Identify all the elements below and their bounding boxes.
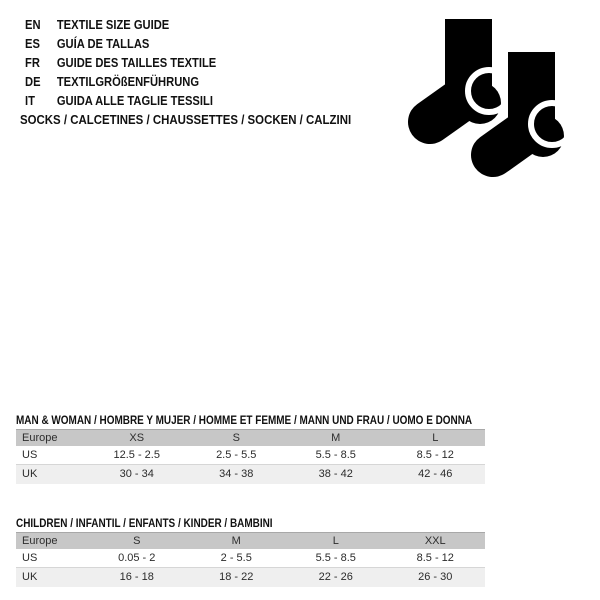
language-row-en <box>25 15 247 34</box>
column-header: S <box>232 432 240 444</box>
table-title: MAN & WOMAN / HOMBRE Y MUJER / HOMME ET FEMME / MANN UND FRAU / UOMO E DONNA <box>16 413 473 427</box>
table-row <box>16 549 485 568</box>
size-value: 2.5 - 5.5 <box>216 449 257 461</box>
size-value: 16 - 18 <box>119 571 154 583</box>
column-header: Europe <box>22 535 58 547</box>
column-header: M <box>331 432 341 444</box>
language-label: TEXTILE SIZE GUIDE <box>56 17 170 32</box>
table-header-row <box>16 532 485 549</box>
socks-icon <box>398 8 570 188</box>
language-row-fr <box>25 53 247 72</box>
size-value: 34 - 38 <box>219 468 254 480</box>
size-value: 18 - 22 <box>219 571 254 583</box>
size-value: 26 - 30 <box>418 571 453 583</box>
size-value: 5.5 - 8.5 <box>315 552 356 564</box>
size-value: 2 - 5.5 <box>220 552 252 564</box>
row-label: UK <box>22 571 38 583</box>
column-header: S <box>133 535 141 547</box>
table-row <box>16 446 485 465</box>
language-label: GUÍA DE TALLAS <box>56 36 150 51</box>
size-value: 38 - 42 <box>318 468 353 480</box>
column-header: L <box>332 535 339 547</box>
size-table-children <box>16 516 485 587</box>
size-value: 0.05 - 2 <box>118 552 156 564</box>
row-label: US <box>22 552 38 564</box>
size-table-man-woman <box>16 413 485 484</box>
size-value: 42 - 46 <box>418 468 453 480</box>
language-label: GUIDA ALLE TAGLIE TESSILI <box>56 93 213 108</box>
table-row <box>16 568 485 587</box>
column-header: L <box>432 432 439 444</box>
language-code: IT <box>25 93 35 108</box>
table-title: CHILDREN / INFANTIL / ENFANTS / KINDER / BAMBINI <box>16 516 273 530</box>
size-value: 12.5 - 2.5 <box>113 449 160 461</box>
category-title: SOCKS / CALCETINES / CHAUSSETTES / SOCKEN / CALZINI <box>20 112 352 127</box>
language-code: DE <box>25 74 41 89</box>
table-header-row <box>16 429 485 446</box>
language-code: FR <box>25 55 40 70</box>
size-value: 5.5 - 8.5 <box>315 449 356 461</box>
column-header: Europe <box>22 432 58 444</box>
table-row <box>16 465 485 484</box>
column-header: M <box>231 535 241 547</box>
language-row-it <box>25 91 247 110</box>
row-label: US <box>22 449 38 461</box>
column-header: XXL <box>424 535 446 547</box>
column-header: XS <box>129 432 145 444</box>
language-code: EN <box>25 17 41 32</box>
row-label: UK <box>22 468 38 480</box>
language-row-es <box>25 34 247 53</box>
language-row-de <box>25 72 247 91</box>
size-value: 8.5 - 12 <box>416 552 454 564</box>
language-label: TEXTILGRÖßENFÜHRUNG <box>56 74 200 89</box>
size-value: 22 - 26 <box>318 571 353 583</box>
language-code: ES <box>25 36 40 51</box>
language-label: GUIDE DES TAILLES TEXTILE <box>56 55 217 70</box>
language-list <box>25 15 247 110</box>
sock-back <box>430 19 510 124</box>
size-value: 30 - 34 <box>119 468 154 480</box>
size-value: 8.5 - 12 <box>416 449 454 461</box>
